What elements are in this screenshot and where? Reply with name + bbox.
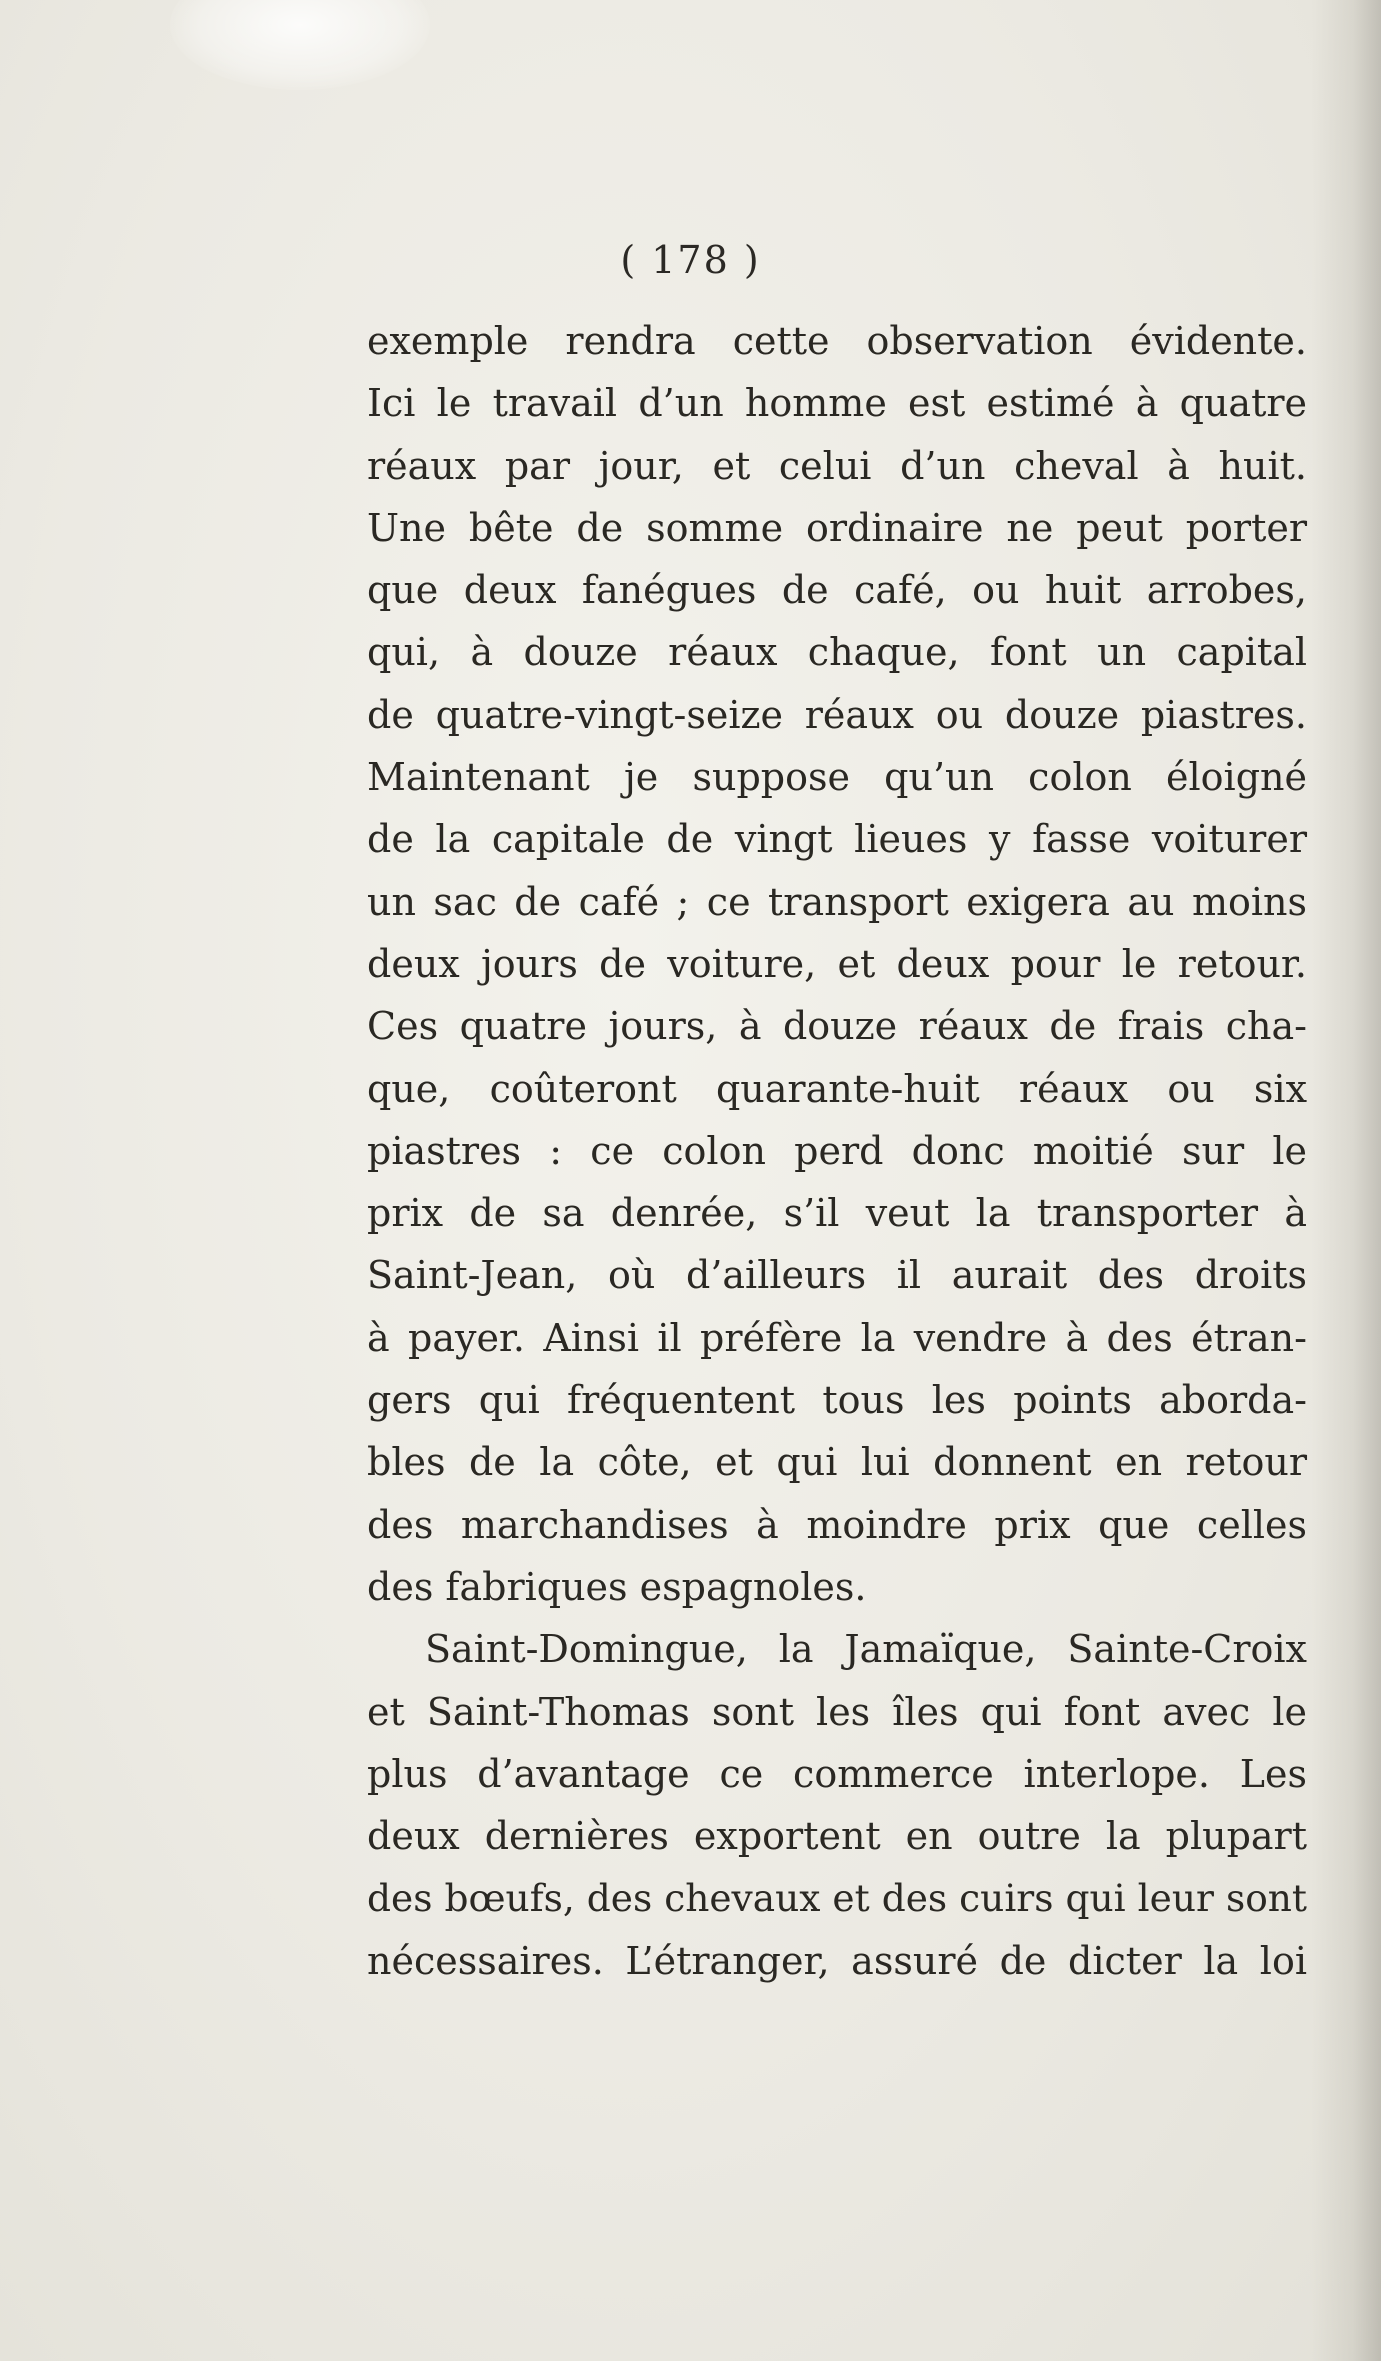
text-line: de quatre-vingt-seize réaux ou douze piastres. [367,692,1307,737]
text-line: gers qui fréquentent tous les points aborda- [367,1378,1307,1423]
page-number: ( 178 ) [620,238,761,282]
text-line: de la capitale de vingt lieues y fasse voiturer [367,817,1307,862]
text-line: bles de la côte, et qui lui donnent en retour [367,1440,1307,1485]
text-line: des marchandises à moindre prix que celles [367,1502,1307,1547]
text-line: Ici le travail d’un homme est estimé à quatre [367,381,1307,426]
text-line: réaux par jour, et celui d’un cheval à huit. [367,443,1307,488]
text-line: nécessaires. L’étranger, assuré de dicter la loi [367,1938,1307,1983]
text-line: Une bête de somme ordinaire ne peut porter [367,505,1307,550]
text-line: que deux fanégues de café, ou huit arrobes, [367,568,1307,613]
text-line: qui, à douze réaux chaque, font un capital [367,630,1307,675]
gutter-shadow [1311,0,1381,2361]
text-line: Maintenant je suppose qu’un colon éloigné [367,755,1307,800]
text-line: exemple rendra cette observation évidente. [367,319,1307,363]
text-line: des bœufs, des chevaux et des cuirs qui leur sont [367,1876,1307,1921]
text-line: à payer. Ainsi il préfère la vendre à des étran- [367,1315,1307,1360]
text-line: Saint-Jean, où d’ailleurs il aurait des droits [367,1253,1307,1298]
text-line: Saint-Domingue, la Jamaïque, Sainte-Croix [425,1627,1307,1672]
text-line: plus d’avantage ce commerce interlope. Les [367,1751,1307,1796]
text-line: des fabriques espagnoles. [367,1564,867,1609]
text-line: deux dernières exportent en outre la plupart [367,1814,1307,1859]
text-line: que, coûteront quarante-huit réaux ou six [367,1066,1307,1111]
text-line: Ces quatre jours, à douze réaux de frais cha- [367,1004,1307,1049]
body-text [367,310,1307,1992]
text-line: deux jours de voiture, et deux pour le retour. [367,941,1307,986]
text-line: piastres : ce colon perd donc moitié sur le [367,1128,1307,1173]
paper-stain [170,0,430,90]
text-line: un sac de café ; ce transport exigera au moins [367,879,1307,924]
text-line: et Saint-Thomas sont les îles qui font avec le [367,1689,1307,1734]
text-line: prix de sa denrée, s’il veut la transporter à [367,1191,1307,1236]
